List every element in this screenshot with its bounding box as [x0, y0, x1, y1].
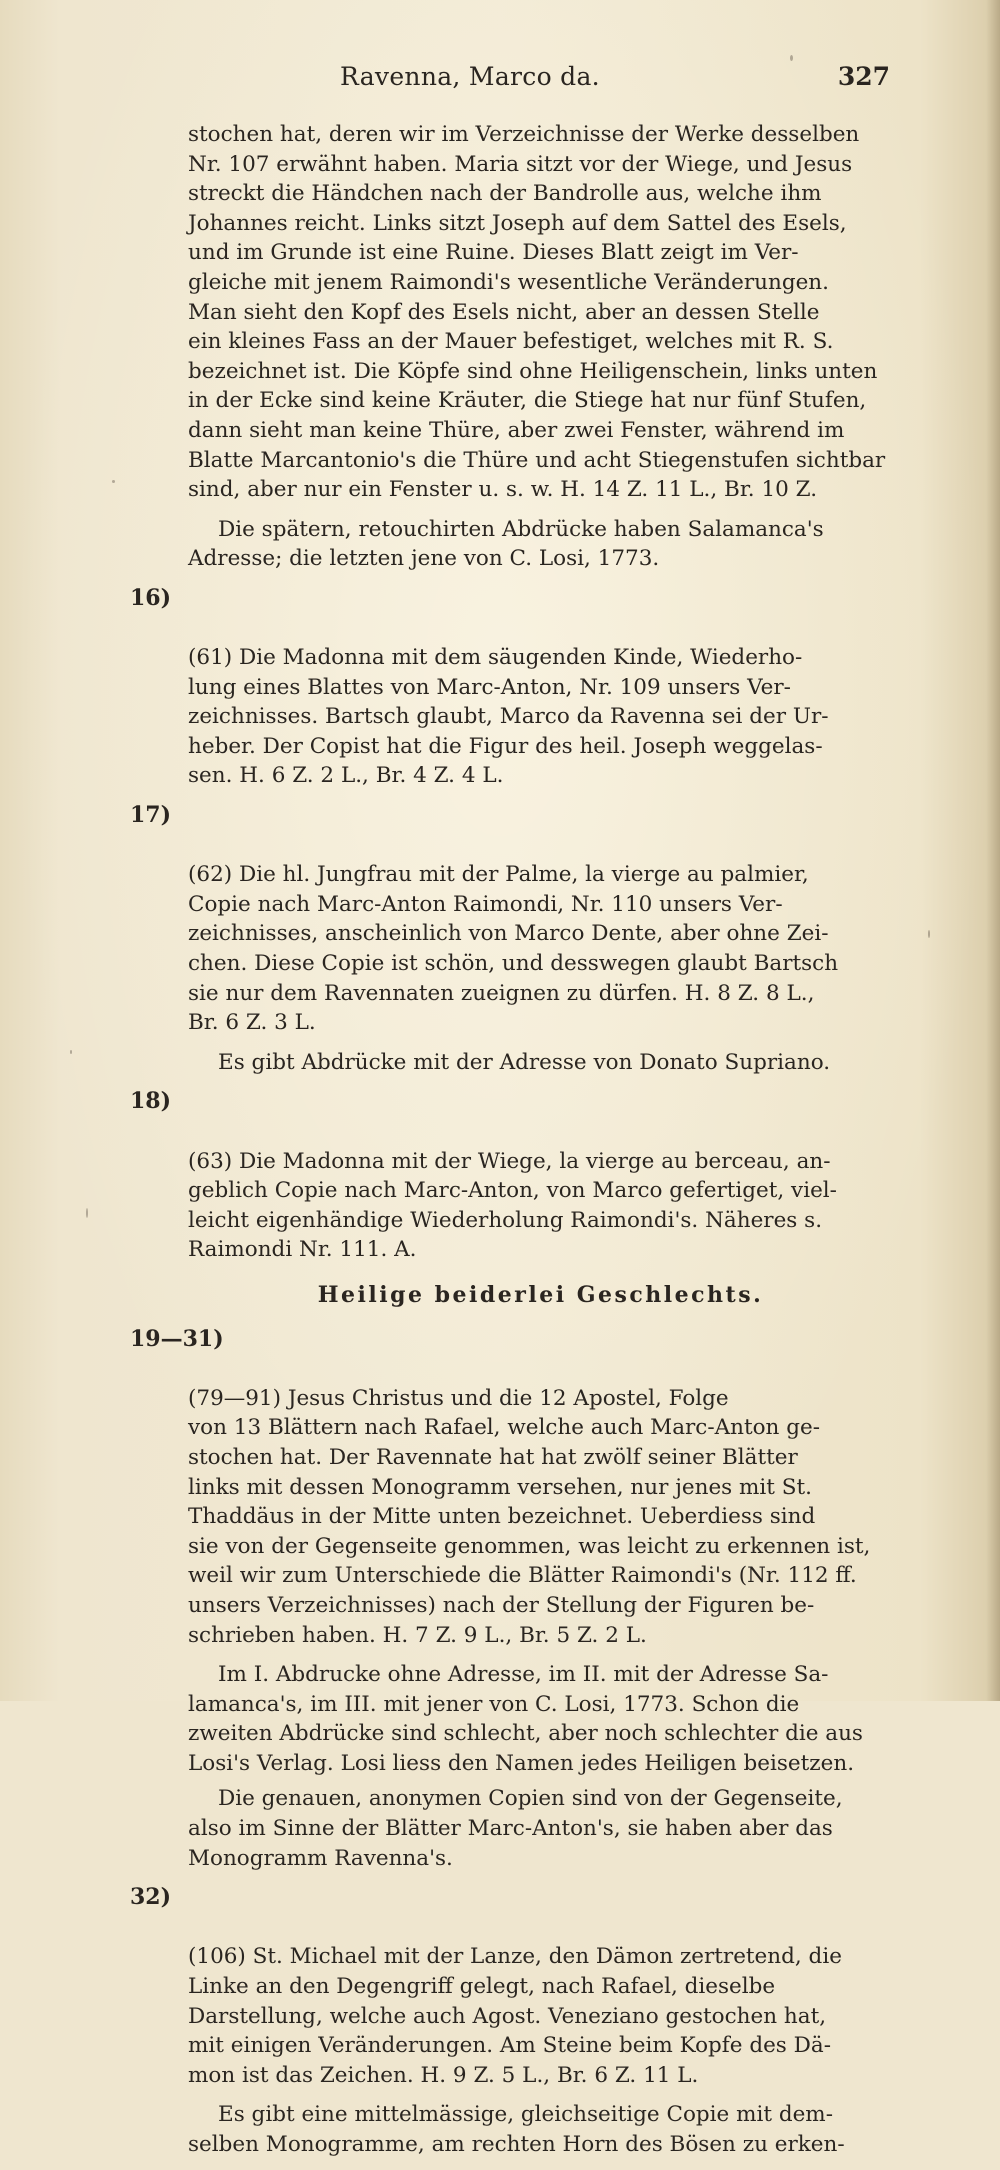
entry-text: (63) Die Madonna mit der Wiege, la vierge au berceau, an- geblich Copie nach Marc-Anton, von Marco gefertiget, viel- leicht eigenhändige Wiederholung Raimondi's. Näheres s. Raimondi Nr. 111. A. [188, 1148, 837, 1263]
page-edge-shadow [986, 0, 1000, 1701]
entry-number: 16) [130, 584, 172, 611]
paper-speck [928, 930, 930, 938]
page-number: 327 [837, 62, 890, 91]
paragraph-later-prints: Die spätern, retouchirten Abdrücke haben Salamanca's Adresse; die letzten jene von C. Losi, 1773. [188, 516, 824, 572]
catalog-entry-19-31 [130, 1325, 893, 1651]
page-header [190, 62, 890, 102]
entry-text: (79—91) Jesus Christus und die 12 Apostel, Folge von 13 Blättern nach Rafael, welche auch Marc-Anton ge- stochen hat. Der Ravennate hat hat zwölf seiner Blätter links mit dessen Monogramm versehen, nur jenes mit St. Thaddäus in der Mitte unten bezeichnet. Ueberdiess sind sie von der Gegenseite genommen, was leicht zu erkennen ist, weil wir zum Unterschiede die Blätter Raimondi's (Nr. 112 ff. unsers Verzeichnisses) nach der Stellung der Figuren be- schrieben haben. H. 7 Z. 9 L., Br. 5 Z. 2 L. [188, 1385, 871, 1648]
catalog-entry-16 [130, 584, 893, 791]
paper-speck [790, 55, 793, 61]
paper-speck [70, 1050, 72, 1054]
entry-number: 18) [130, 1088, 172, 1115]
catalog-entry-18 [130, 1087, 893, 1265]
running-title: Ravenna, Marco da. [340, 62, 600, 91]
entry-number: 17) [130, 802, 172, 829]
paragraph-continuation: stochen hat, deren wir im Verzeichnisse der Werke desselben Nr. 107 erwähnt haben. Maria sitzt vor der Wiege, und Jesus streckt die Händchen nach der Bandrolle aus, welche ihm Johannes reicht. Links sitzt Joseph auf dem Sattel des Esels, und im Grunde ist eine Ruine. Dieses Blatt zeigt im Ver- gleiche mit jenem Raimondi's wesentliche Veränderungen. Man sieht den Kopf des Esels nicht, aber an dessen Stelle ein kleines Fass an der Mauer befestiget, welches mit R. S. bezeichnet ist. Die Köpfe sind ohne Heiligenschein, links unten in der Ecke sind keine Kräuter, die Stiege hat nur fünf Stufen, dann sieht man keine Thüre, aber zwei Fenster, während im Blatte Marcantonio's die Thüre und acht Stiegenstufen sichtbar sind, aber nur ein Fenster u. s. w. H. 14 Z. 11 L., Br. 10 Z. [188, 122, 886, 503]
paragraph-supriano-prints: Es gibt Abdrücke mit der Adresse von Donato Supriano. [218, 1049, 831, 1075]
entry-text: (61) Die Madonna mit dem säugenden Kinde, Wiederho- lung eines Blattes von Marc-Anton, Nr. 109 unsers Ver- zeichnisses. Bartsch glaubt, Marco da Ravenna sei der Ur- heber. Der Copist hat die Figur des heil. Joseph weggelas- sen. H. 6 Z. 2 L., Br. 4 Z. 4 L. [188, 645, 829, 789]
paper-speck [112, 480, 115, 483]
entry-text: (62) Die hl. Jungfrau mit der Palme, la vierge au palmier, Copie nach Marc-Anton Raimondi, Nr. 110 unsers Ver- zeichnisses, anscheinlich von Marco Dente, aber ohne Zei- chen. Diese Copie ist schön, und desswegen glaubt Bartsch sie nur dem Ravennaten zueignen zu dürfen. H. 8 Z. 8 L., Br. 6 Z. 3 L. [188, 862, 839, 1036]
catalog-entry-17 [130, 801, 893, 1038]
entry-text: (106) St. Michael mit der Lanze, den Dämon zertretend, die Linke an den Degengriff gelegt, nach Rafael, dieselbe Darstellung, welche auch Agost. Veneziano gestochen hat, mit einigen Veränderungen. Am Steine beim Kopfe des Dä- mon ist das Zeichen. H. 9 Z. 5 L., Br. 6 Z. 11 L. [188, 1944, 842, 2088]
paragraph-mediocre-copy: Es gibt eine mittelmässige, gleichseitige Copie mit dem- selben Monogramme, am rechten Horn des Bösen zu erken- [188, 2102, 845, 2157]
paragraph-print-states: Im I. Abdrucke ohne Adresse, im II. mit der Adresse Sa- lamanca's, im III. mit jener von C. Losi, 1773. Schon die zweiten Abdrücke sind schlecht, aber noch schlechter die aus Losi's Verlag. Losi liess den Namen jedes Heiligen beisetzen. [188, 1662, 863, 1776]
entry-number: 19—31) [130, 1325, 224, 1352]
paragraph-anonymous-copies: Die genauen, anonymen Copien sind von der Gegenseite, also im Sinne der Blätter Marc-Anton's, sie haben aber das Monogramm Ravenna's. [188, 1786, 843, 1871]
catalog-entry-32 [130, 1883, 893, 2090]
section-heading: Heilige beiderlei Geschlechts. [317, 1281, 764, 1308]
paper-speck [86, 1208, 88, 1218]
text-block [130, 120, 893, 2170]
entry-number: 32) [130, 1884, 172, 1911]
